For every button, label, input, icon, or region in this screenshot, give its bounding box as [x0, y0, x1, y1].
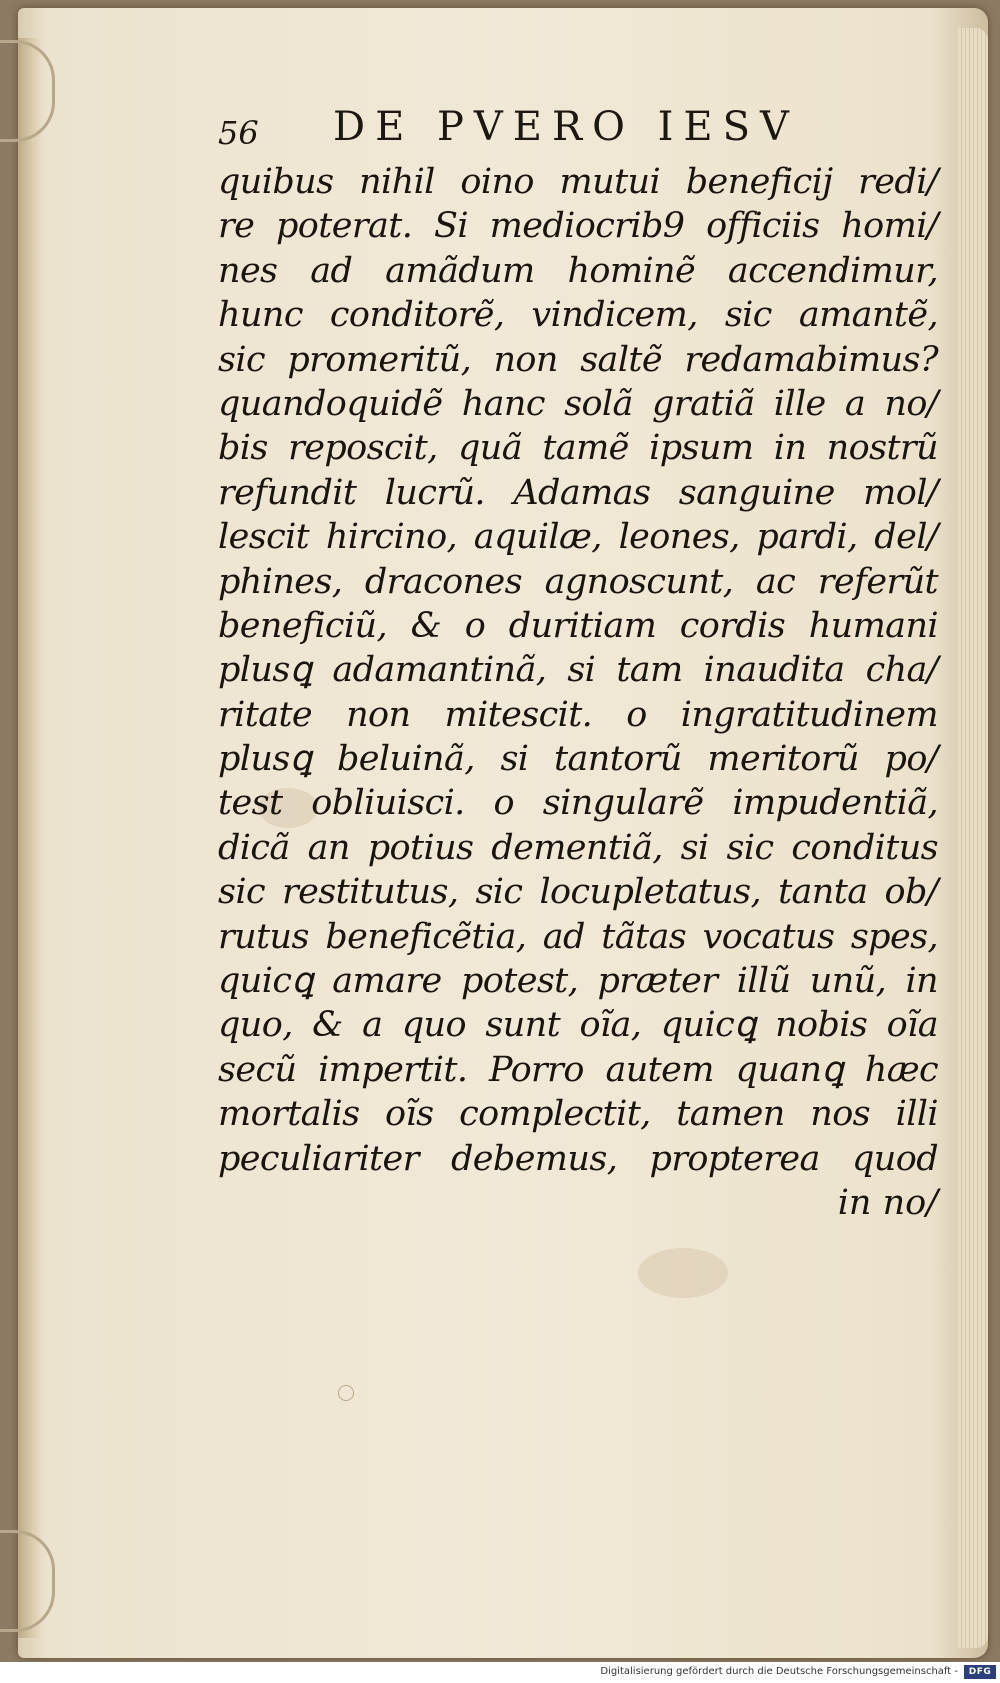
text-line: quandoquidẽ hanc solã gratiã ille a no/	[218, 383, 938, 424]
footer-credit: Digitalisierung gefördert durch die Deutsche Forschungsgemeinschaft -	[600, 1666, 958, 1677]
text-line: quibus nihil oino mutui beneficij redi/	[218, 162, 938, 202]
dfg-logo: DFG	[964, 1665, 996, 1679]
ring-mark	[338, 1385, 354, 1401]
text-line: plusꝗ adamantinã, si tam inaudita cha/	[218, 650, 938, 691]
text-line: hunc conditorẽ, vindicem, sic amantẽ,	[218, 295, 938, 336]
text-line: nes ad amãdum hominẽ accendimur,	[218, 250, 938, 291]
page-header	[218, 104, 938, 160]
text-line: re poterat. Si mediocrib9 officiis homi/	[218, 206, 938, 247]
text-line: bis reposcit, quã tamẽ ipsum in nostrũ	[218, 428, 938, 469]
text-line: lescit hircino, aquilæ, leones, pardi, del/	[218, 517, 938, 558]
footer-bar	[0, 1662, 1000, 1683]
text-line: dicã an potius dementiã, si sic conditus	[218, 827, 938, 868]
text-line: secũ impertit. Porro autem quanꝗ hæc	[218, 1049, 938, 1090]
text-line: sic restitutus, sic locupletatus, tanta ob/	[218, 872, 938, 913]
text-line: plusꝗ beluinã, si tantorũ meritorũ po/	[218, 739, 938, 780]
text-line: peculiariter debemus, propterea quod	[218, 1138, 938, 1179]
text-line: quicꝗ amare potest, præter illũ unũ, in	[218, 961, 938, 1002]
body-text	[218, 160, 938, 1181]
text-line: mortalis oĩs complectit, tamen nos illi	[218, 1094, 938, 1135]
page-number: 56	[218, 114, 259, 152]
text-line: phines, dracones agnoscunt, ac referũt	[218, 561, 938, 602]
text-line: rutus beneficẽtia, ad tãtas vocatus spes,	[218, 916, 938, 957]
text-line: ritate non mitescit. o ingratitudinem	[218, 694, 938, 735]
text-line: sic promeritũ, non saltẽ redamabimus?	[218, 339, 938, 380]
paper-stain	[638, 1248, 728, 1298]
text-line: quo, & a quo sunt oĩa, quicꝗ nobis oĩa	[218, 1005, 938, 1046]
text-line: beneficiũ, & o duritiam cordis humani	[218, 605, 938, 646]
page-fore-edge	[958, 28, 988, 1648]
text-line: refundit lucrũ. Adamas sanguine mol/	[218, 472, 938, 513]
text-line: test obliuisci. o singularẽ impudentiã,	[218, 783, 938, 824]
catchword: in no/	[837, 1182, 938, 1223]
page-gutter	[18, 38, 40, 1638]
text-block	[218, 104, 938, 1225]
running-head: DE PVERO IESV	[333, 104, 799, 150]
